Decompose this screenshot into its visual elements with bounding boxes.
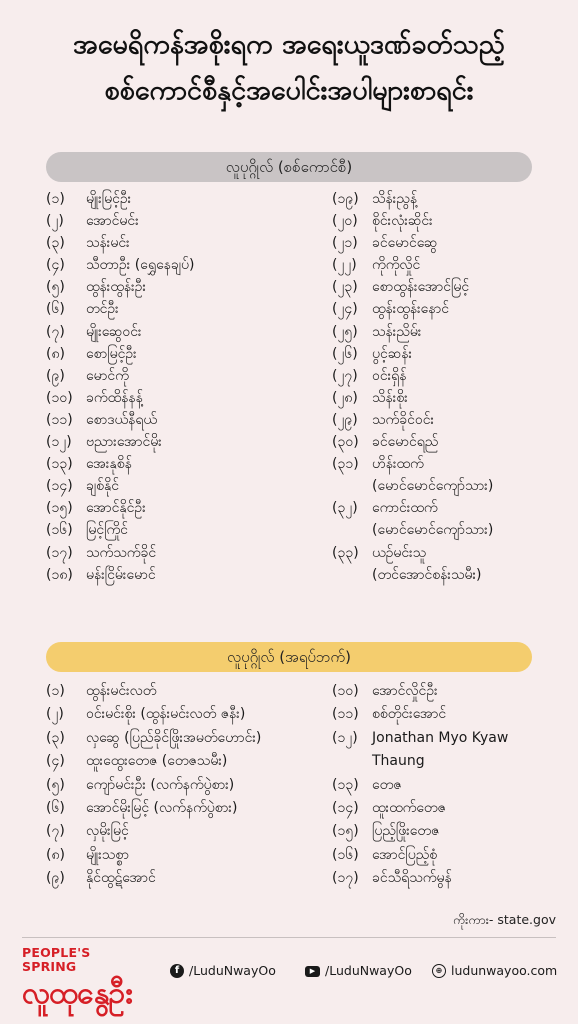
item-name: မျိုးသစ္စာ	[86, 846, 129, 863]
item-name: ထွန်းမင်းလတ်	[86, 683, 157, 699]
list-item	[46, 321, 194, 343]
source-citation: ကိုးကား- state.gov	[452, 912, 556, 927]
list-item	[332, 431, 493, 453]
globe-icon: ⊕	[432, 964, 446, 978]
item-name: တေဇ	[372, 776, 402, 793]
facebook-handle: /LuduNwayOo	[189, 963, 276, 978]
list-item	[46, 774, 261, 797]
item-number: (၁၈)	[46, 566, 73, 583]
item-number: (၇)	[46, 823, 65, 840]
item-name-continued: Thaung	[372, 753, 425, 770]
item-name: ကိုကိုလှိုင်	[372, 257, 421, 274]
list-item	[46, 820, 261, 843]
item-name: စောဒယ်နီရယ်	[86, 411, 157, 428]
item-number: (၂၄)	[332, 301, 358, 318]
civilian-list-right	[332, 680, 508, 891]
item-name: တင်ဦး	[86, 301, 119, 318]
item-number: (၂)	[46, 213, 64, 230]
item-number: (၁၁)	[332, 706, 359, 723]
list-item	[46, 365, 194, 387]
item-name: လှဆွေ (ပြည်ခိုင်ဖြိုးအမတ်ဟောင်း)	[86, 729, 262, 746]
item-name: စောမြင့်ဦး	[86, 345, 137, 362]
item-number: (၂၀)	[332, 213, 358, 230]
list-item	[46, 680, 261, 703]
item-name: အောင်လှိုင်ဦး	[372, 683, 438, 699]
item-name: အေးနုစိန်	[86, 456, 132, 473]
facebook-link[interactable]	[170, 962, 276, 980]
list-item	[46, 387, 194, 409]
title-line-1: အမေရိကန်အစိုးရက အရေးယူဒဏ်ခတ်သည့်	[73, 29, 505, 60]
item-name: ထွန်းထွန်းနောင်	[372, 301, 450, 318]
list-item	[332, 844, 508, 867]
item-number: (၁)	[46, 683, 65, 699]
military-list-right	[332, 188, 493, 586]
item-name: ခက်ထိန်နန့်	[86, 389, 143, 406]
item-number: (၃)	[46, 729, 65, 746]
list-item	[332, 298, 493, 320]
item-number: (၁၄)	[332, 800, 359, 817]
item-name: အောင်ပြည့်စုံ	[372, 846, 438, 863]
item-number: (၁၂)	[46, 434, 72, 451]
item-name: စိုင်းလုံးဆိုင်း	[372, 213, 433, 230]
youtube-handle: /LuduNwayOo	[325, 963, 412, 978]
list-item	[46, 232, 194, 254]
list-item	[46, 750, 261, 773]
list-item	[332, 387, 493, 409]
item-name-continued: (မောင်မောင်ကျော်သား)	[372, 522, 494, 539]
list-item	[332, 703, 508, 726]
item-number: (၂၉)	[332, 411, 358, 428]
item-number: (၁၁)	[46, 411, 73, 428]
list-item	[46, 703, 261, 726]
item-name: ပွင့်ဆန်း	[372, 345, 413, 362]
list-item	[332, 409, 493, 431]
item-name: ဝင်းရှိန်	[372, 367, 407, 384]
item-number: (၈)	[46, 345, 65, 362]
list-item	[46, 542, 194, 564]
item-name: ဝင်းမင်းစိုး (ထွန်းမင်းလတ် ဇနီး)	[86, 706, 246, 723]
list-item	[332, 232, 493, 254]
item-number: (၁)	[46, 191, 65, 207]
list-item	[46, 453, 194, 475]
item-number: (၃၃)	[332, 544, 359, 561]
item-name-continued: (တင်အောင်စန်းသမီး)	[372, 566, 482, 583]
item-number: (၂၅)	[332, 323, 358, 340]
section-header-military: လူပုဂ္ဂိုလ် (စစ်ကောင်စီ)	[46, 152, 532, 182]
youtube-link[interactable]	[305, 962, 412, 980]
item-number: (၁၇)	[332, 870, 359, 887]
list-item	[332, 797, 508, 820]
item-number: (၂၈)	[332, 389, 358, 406]
list-item	[46, 475, 194, 497]
item-number: (၉)	[46, 367, 65, 384]
list-item	[332, 680, 508, 703]
list-item	[332, 188, 493, 210]
item-name: ဟိန်းထက်	[372, 456, 424, 473]
list-item	[332, 210, 493, 232]
list-item	[332, 820, 508, 843]
item-number: (၂၇)	[332, 367, 358, 384]
item-name: အောင်မိုးမြင့် (လက်နက်ပွဲစား)	[86, 800, 238, 817]
item-number: (၁၉)	[332, 191, 359, 207]
item-number: (၃၀)	[332, 434, 359, 451]
website-url: ludunwayoo.com	[451, 963, 558, 978]
list-item	[46, 519, 194, 541]
item-name: ထူးထွေးတေဇ (တေဇသမီး)	[86, 753, 228, 770]
list-item	[46, 867, 261, 890]
item-number: (၁၂)	[332, 729, 358, 746]
item-name: လှမိုးမြင့်	[86, 823, 129, 840]
logo-top-text: PEOPLE'S SPRING	[22, 945, 91, 974]
list-item	[46, 564, 194, 586]
item-number: (၆)	[46, 800, 65, 817]
military-list-left	[46, 188, 194, 586]
list-item	[46, 431, 194, 453]
logo-bottom-text: လူထုနွေဦး	[22, 976, 132, 1011]
item-number: (၄)	[46, 753, 65, 770]
item-number: (၉)	[46, 870, 65, 887]
page-title	[0, 22, 578, 114]
list-item	[46, 797, 261, 820]
item-number: (၆)	[46, 301, 65, 318]
item-number: (၃၁)	[332, 456, 359, 473]
item-name: ခင်မောင်ရည်	[372, 434, 439, 451]
list-item	[332, 453, 493, 497]
item-name: သန်းညိမ်း	[372, 323, 422, 340]
peoples-spring-logo	[22, 945, 148, 1011]
item-name: အောင်နိုင်ဦး	[86, 500, 146, 517]
list-item	[46, 497, 194, 519]
list-item	[332, 542, 493, 586]
item-name: ထူးထက်တေဇ	[372, 800, 446, 817]
list-item	[46, 727, 261, 750]
item-name: စောထွန်းအောင်မြင့်	[372, 279, 470, 296]
item-number: (၁၆)	[332, 846, 359, 863]
civilian-list-left	[46, 680, 261, 891]
item-number: (၁၃)	[332, 776, 359, 793]
list-item	[332, 774, 508, 797]
item-number: (၃)	[46, 235, 65, 252]
item-number: (၁၀)	[332, 683, 359, 699]
item-number: (၃၂)	[332, 500, 358, 517]
youtube-icon: ▶	[305, 966, 320, 977]
item-name: မန်းငြိမ်းမောင်	[86, 566, 156, 583]
website-link[interactable]	[432, 962, 557, 980]
item-number: (၁၆)	[46, 522, 73, 539]
list-item	[332, 497, 493, 541]
list-item	[332, 276, 493, 298]
item-name: ယဉ်မင်းသူ	[372, 544, 427, 561]
item-name: မျိုးမြင့်ဦး	[86, 191, 132, 207]
item-number: (၁၇)	[46, 544, 73, 561]
item-name: မောင်ကို	[86, 367, 129, 384]
item-name: ပြည့်ဖြိုးတေဇ	[372, 823, 440, 840]
list-item	[46, 254, 194, 276]
list-item	[332, 321, 493, 343]
item-name: မြင့်ကြိုင်	[86, 522, 128, 539]
section-header-civilian: လူပုဂ္ဂိုလ် (အရပ်ဘက်)	[46, 642, 532, 672]
item-number: (၈)	[46, 846, 65, 863]
item-name: စစ်တိုင်းအောင်	[372, 706, 447, 723]
item-name: သီတာဦး (ရွှေနေချပ်)	[86, 257, 195, 274]
item-number: (၁၃)	[46, 456, 73, 473]
item-name: ကောင်းထက်	[372, 500, 438, 517]
item-name: သက်ခိုင်ဝင်း	[372, 411, 435, 428]
item-name: ချစ်နိုင်	[86, 478, 119, 495]
item-number: (၂၂)	[332, 257, 357, 274]
list-item	[46, 276, 194, 298]
item-number: (၁၀)	[46, 389, 73, 406]
item-number: (၅)	[46, 279, 65, 296]
item-name: မျိုးဆွေဝင်း	[86, 323, 142, 340]
item-name: နိုင်ထွဋ်အောင်	[86, 870, 156, 887]
list-item	[332, 254, 493, 276]
list-item	[332, 727, 508, 774]
item-number: (၁၅)	[46, 500, 73, 517]
item-number: (၂)	[46, 706, 64, 723]
item-name: သိန်းညွန့်	[372, 191, 418, 207]
item-number: (၄)	[46, 257, 65, 274]
item-name: ခင်သီရိသက်မွန်	[372, 870, 452, 887]
item-number: (၂၃)	[332, 279, 358, 296]
title-line-2: စစ်ကောင်စီနှင့်အပေါင်းအပါများစာရင်း	[104, 75, 474, 106]
item-number: (၂၆)	[332, 345, 358, 362]
item-number: (၁၄)	[46, 478, 73, 495]
item-number: (၇)	[46, 323, 65, 340]
list-item	[332, 867, 508, 890]
list-item	[46, 409, 194, 431]
list-item	[332, 365, 493, 387]
list-item	[46, 844, 261, 867]
item-name: သန်းမင်း	[86, 235, 130, 252]
item-name: Jonathan Myo Kyaw	[372, 729, 509, 746]
footer-divider	[22, 937, 556, 938]
list-item	[332, 343, 493, 365]
list-item	[46, 343, 194, 365]
list-item	[46, 210, 194, 232]
item-name: သက်သက်ခိုင်	[86, 544, 157, 561]
item-number: (၁၅)	[332, 823, 359, 840]
item-name: ကျော်မင်းဦး (လက်နက်ပွဲစား)	[86, 776, 235, 793]
list-item	[46, 188, 194, 210]
item-name: ဗညားအောင်မိုး	[86, 434, 162, 451]
item-name: သိန်းစိုး	[372, 389, 408, 406]
item-name: ခင်မောင်ဆွေ	[372, 235, 438, 252]
facebook-icon: f	[170, 964, 184, 978]
item-name: အောင်မင်း	[86, 213, 139, 230]
item-number: (၅)	[46, 776, 65, 793]
item-name: ထွန်းထွန်းဦး	[86, 279, 146, 296]
item-name-continued: (မောင်မောင်ကျော်သား)	[372, 478, 494, 495]
item-number: (၂၁)	[332, 235, 358, 252]
list-item	[46, 298, 194, 320]
